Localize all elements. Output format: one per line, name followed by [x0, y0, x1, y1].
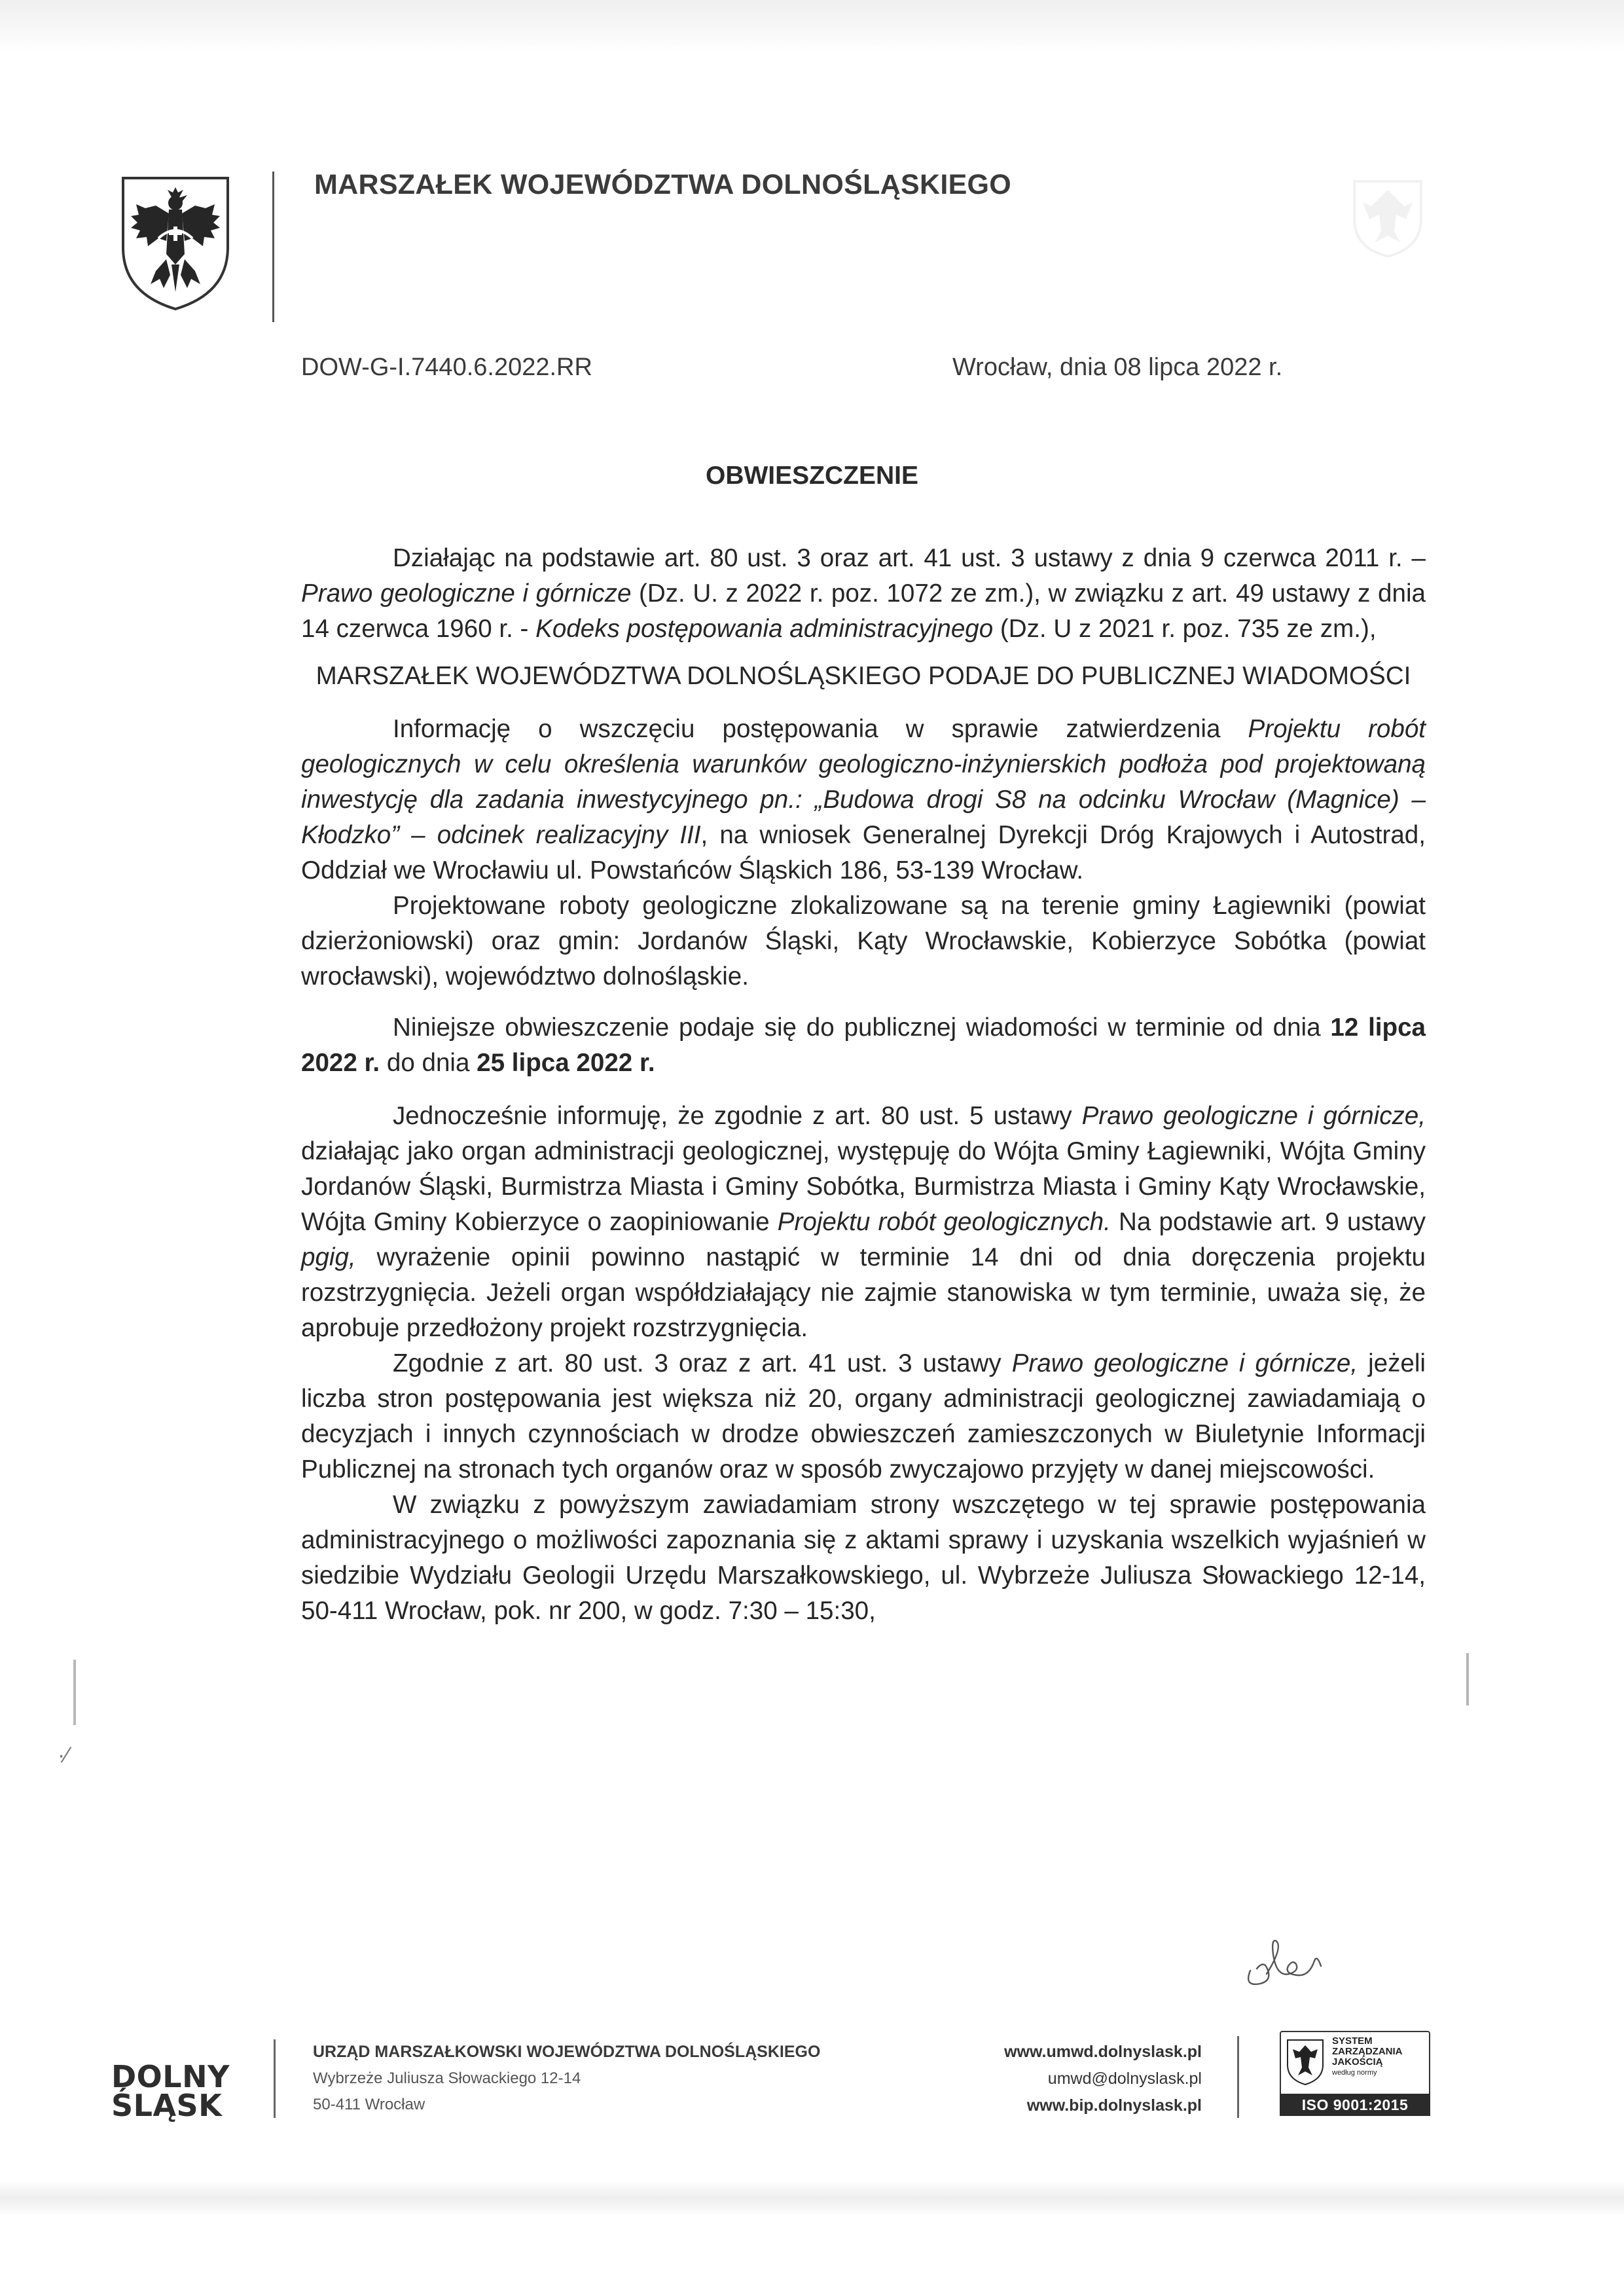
paragraph-location: Projektowane roboty geologiczne zlokalizowane są na terenie gminy Łagiewniki (powiat dzierżoniowski) oraz gmin: Jordanów Śląski, Kąty Wrocławskie, Kobierzyce Sobótka (powiat wrocławski), województwo dolnośląskie.: [301, 892, 1426, 991]
italic-project-name: Projektu robót geologicznych.: [777, 1208, 1111, 1236]
iso-caption-line: SYSTEM: [1332, 2035, 1373, 2047]
address-city: 50-411 Wrocław: [313, 2096, 425, 2113]
stray-scan-mark: ·⁄: [58, 1743, 69, 1768]
scan-edge-bottom: [0, 2180, 1624, 2216]
italic-act-name: Prawo geologiczne i górnicze,: [1081, 1102, 1426, 1130]
text-run: Jednocześnie informuję, że zgodnie z art. 80 ust. 5 ustawy: [393, 1102, 1082, 1130]
bip-link[interactable]: www.bip.dolnyslask.pl: [1026, 2096, 1202, 2115]
iso-caption-line: według normy: [1332, 2069, 1377, 2077]
text-run: Działając na podstawie art. 80 ust. 3 oraz art. 41 ust. 3 ustawy z dnia 9 czerwca 2011 r. –: [393, 544, 1426, 572]
text-run: wyrażenie opinii powinno nastąpić w terminie 14 dni od dnia doręczenia projektu rozstrzygnięcia. Jeżeli organ współdziałający nie zajmie stanowiska w tym terminie, uważa się, że aprobuje przedłożony projekt rozstrzygnięcia.: [301, 1243, 1426, 1342]
paragraph-legal-basis: [301, 541, 1426, 647]
header-divider: [272, 172, 274, 322]
iso-standard-label: ISO 9001:2015: [1280, 2094, 1430, 2116]
text-run: (Dz. U z 2021 r. poz. 735 ze zm.),: [993, 615, 1377, 643]
iso-badge-frame: [1280, 2031, 1430, 2096]
paragraph-proceedings-info: [301, 712, 1426, 888]
footer-divider: [274, 2039, 276, 2118]
iso-certification-badge: [1280, 2031, 1430, 2116]
paragraph-notification-rule: [301, 1346, 1426, 1487]
bold-end-date: 25 lipca 2022 r.: [477, 1049, 655, 1077]
ghost-eagle-icon: [1345, 169, 1430, 261]
handwritten-initials: [1237, 1935, 1335, 2000]
paragraph-publication-period: [301, 1010, 1426, 1081]
organization-name: MARSZAŁEK WOJEWÓDZTWA DOLNOŚLĄSKIEGO: [314, 169, 1012, 200]
italic-act-name: Prawo geologiczne i górnicze,: [1011, 1349, 1358, 1377]
document-title: OBWIESZCZENIE: [705, 462, 918, 490]
text-run: Niniejsze obwieszczenie podaje się do publicznej wiadomości w terminie od dnia: [393, 1013, 1331, 1042]
footer-divider: [1237, 2036, 1239, 2118]
text-run: (Dz. U. z 2022 r. poz. 1072 ze zm.), w związku z art. 49 ustawy z dnia 14 czerwca 1960 r. -: [301, 579, 1426, 643]
iso-caption: [1332, 2036, 1402, 2078]
iso-caption-line: JAKOŚCIĄ: [1332, 2056, 1383, 2068]
bold-start-date: 12 lipca 2022 r.: [301, 1013, 1426, 1077]
scan-margin-mark: [73, 1660, 76, 1725]
footer-address: [313, 2043, 820, 2114]
text-run: , na wniosek Generalnej Dyrekcji Dróg Krajowych i Autostrad, Oddział we Wrocławiu ul. Powstańców Śląskich 186, 53-139 Wrocław.: [301, 821, 1426, 884]
scan-edge-top: [0, 0, 1624, 52]
italic-project-title: Projektu robót geologicznych w celu określenia warunków geologiczno-inżynierskich podłoża pod projektowaną inwestycję dla zadania inwestycyjnego pn.: „Budowa drogi S8 na odcinku Wrocław (Magnice) – Kłodzko” – odcinek realizacyjny III: [301, 715, 1426, 849]
eagle-icon: [1285, 2037, 1326, 2086]
text-run: Zgodnie z art. 80 ust. 3 oraz z art. 41 ust. 3 ustawy: [393, 1349, 1012, 1377]
address-street: Wybrzeże Juliusza Słowackiego 12-14: [313, 2069, 581, 2087]
text-run: do dnia: [380, 1049, 477, 1077]
coat-of-arms-icon: [119, 175, 232, 312]
reference-number: DOW-G-I.7440.6.2022.RR: [301, 354, 592, 381]
iso-caption-line: ZARZĄDZANIA: [1332, 2046, 1403, 2057]
website-link[interactable]: www.umwd.dolnyslask.pl: [1004, 2043, 1202, 2061]
office-name: URZĄD MARSZAŁKOWSKI WOJEWÓDZTWA DOLNOŚLĄSKIEGO: [313, 2043, 821, 2061]
footer-contacts: [1004, 2043, 1202, 2123]
place-and-date: Wrocław, dnia 08 lipca 2022 r.: [952, 354, 1283, 381]
logo-line: DOLNY: [111, 2059, 230, 2094]
italic-abbreviation: pgig,: [301, 1243, 356, 1271]
document-body: [301, 541, 1426, 1629]
italic-act-name: Kodeks postępowania administracyjnego: [535, 615, 994, 643]
text-run: działając jako organ administracji geologicznej, występuję do Wójta Gminy Łagiewniki, Wójta Gminy Jordanów Śląski, Burmistrza Miasta i Gminy Sobótka, Burmistrza Miasta i Gminy Kąty Wrocławskie, Wójta Gminy Kobierzyce o zaopiniowanie: [301, 1137, 1426, 1236]
email-link[interactable]: umwd@dolnyslask.pl: [1047, 2069, 1202, 2088]
text-run: Na podstawie art. 9 ustawy: [1110, 1208, 1426, 1236]
text-run: Informację o wszczęciu postępowania w sprawie zatwierdzenia: [393, 715, 1248, 743]
announcement-heading: MARSZAŁEK WOJEWÓDZTWA DOLNOŚLĄSKIEGO PODAJE DO PUBLICZNEJ WIADOMOŚCI: [316, 662, 1411, 690]
paragraph-consultation: [301, 1099, 1426, 1346]
dolny-slask-logo: [111, 2059, 230, 2123]
logo-line: ŚLĄSK: [111, 2088, 223, 2123]
italic-act-name: Prawo geologiczne i górnicze: [301, 579, 632, 608]
paragraph-file-access: W związku z powyższym zawiadamiam strony wszczętego w tej sprawie postępowania administracyjnego o możliwości zapoznania się z aktami sprawy i uzyskania wszelkich wyjaśnień w siedzibie Wydziału Geologii Urzędu Marszałkowskiego, ul. Wybrzeże Juliusza Słowackiego 12-14, 50-411 Wrocław, pok. nr 200, w godz. 7:30 – 15:30,: [301, 1491, 1426, 1625]
text-run: jeżeli liczba stron postępowania jest większa niż 20, organy administracji geologicznej zawiadamiają o decyzjach i innych czynnościach w drodze obwieszczeń zamieszczonych w Biuletynie Informacji Publicznej na stronach tych organów oraz w sposób zwyczajowo przyjęty w danej miejscowości.: [301, 1349, 1426, 1484]
scan-margin-mark: [1466, 1653, 1469, 1705]
